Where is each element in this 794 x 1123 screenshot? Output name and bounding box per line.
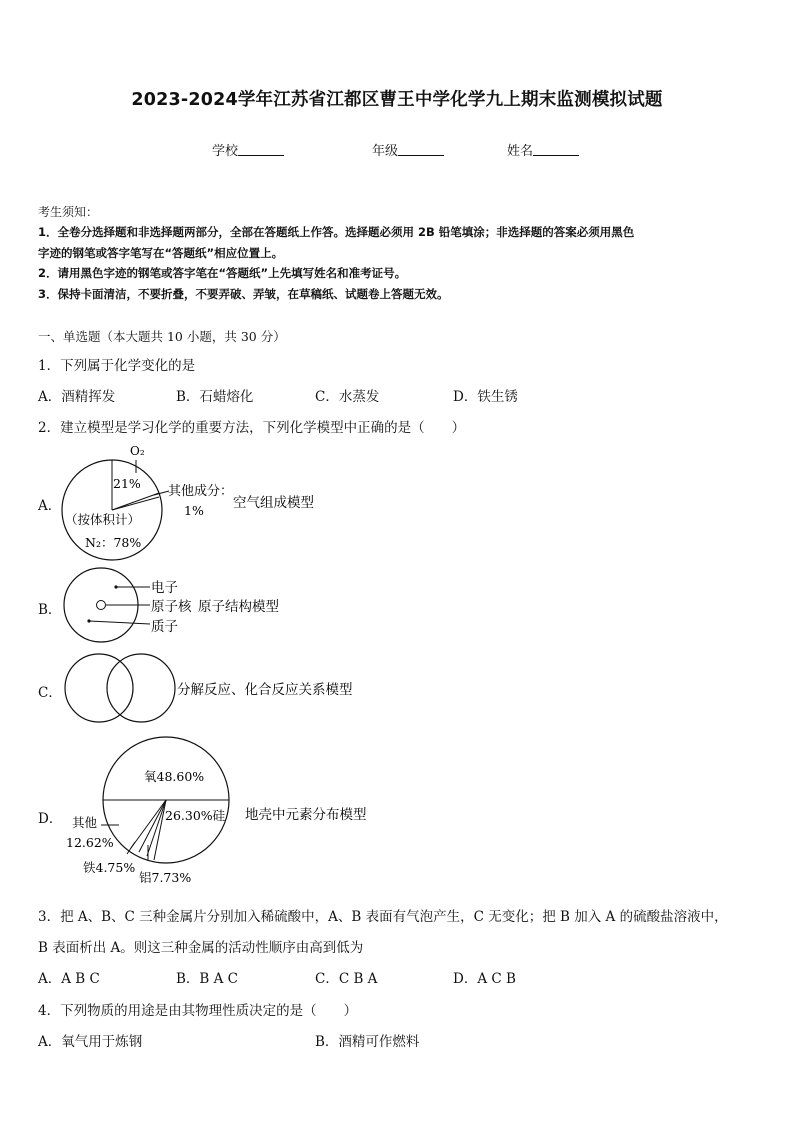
school-field [212,140,284,159]
section-heading: 一、单选题（本大题共 10 小题，共 30 分） [38,329,286,344]
notice-item3: 3．保持卡面清洁，不要折叠，不要弄破、弄皱，在草稿纸、试题卷上答题无效。 [38,287,449,301]
notice-item1-line1: 1．全卷分选择题和非选择题两部分，全部在答题纸上作答。选择题必须用 2B 铅笔填涂；非选择题的答案必须用黑色 [38,225,635,239]
air-composition-diagram [55,440,355,565]
q1-stem: 1．下列属于化学变化的是 [38,358,196,374]
other-leader-line [154,491,169,495]
crust-elements-diagram [55,730,385,890]
grade-field [372,140,444,159]
q2-option-d-label[interactable]: D． [38,811,63,827]
grade-blank [398,143,444,156]
q3-stem-line2: B 表面析出 A。则这三种金属的活动性顺序由高到低为 [38,940,364,956]
page-title: 2023-2024学年江苏省江都区曹王中学化学九上期末监测模拟试题 [131,90,663,110]
venn-right-circle [107,654,175,722]
iron-label: 铁4.75% [83,860,136,875]
q4-stem: 4．下列物质的用途是由其物理性质决定的是（ ） [38,1003,358,1019]
oxygen-label: 氧48.60% [144,769,205,784]
by-volume-label: （按体积计） [65,512,141,527]
reaction-relation-diagram [55,652,375,728]
silicon-label: 26.30%硅 [165,808,226,823]
school-label: 学校 [212,144,239,159]
name-label: 姓名 [507,144,534,159]
q1-option-a[interactable]: A．酒精挥发 [38,389,116,405]
proton-label: 质子 [151,619,178,635]
o2-label: O₂ [130,444,145,458]
crust-model-caption: 地壳中元素分布模型 [245,807,367,823]
q3-stem-line1: 3．把 A、B、C 三种金属片分别加入稀硫酸中，A、B 表面有气泡产生，C 无变化；把 B 加入 A 的硫酸盐溶液中， [38,909,728,925]
o2-percent: 21% [113,476,141,491]
other-element-percent: 12.62% [66,835,114,850]
notice-item1-line2: 字迹的钢笔或答字笔写在“答题纸”相应位置上。 [38,246,284,260]
nucleus-label: 原子核 [151,599,192,615]
nucleus-circle [97,601,106,610]
atom-model-caption: 原子结构模型 [198,599,279,615]
venn-left-circle [65,654,133,722]
notice-item2: 2．请用黑色字迹的钢笔或答字笔在“答题纸”上先填写姓名和准考证号。 [38,266,407,280]
q2-stem: 2．建立模型是学习化学的重要方法，下列化学模型中正确的是（ ） [38,420,466,436]
q3-option-c[interactable]: C．C B A [315,971,378,987]
other-percent: 1% [184,503,204,518]
q4-option-b[interactable]: B．酒精可作燃料 [315,1034,420,1050]
q3-option-d[interactable]: D．A C B [453,971,516,987]
air-pie-divider-other [112,497,159,510]
reaction-model-caption: 分解反应、化合反应关系模型 [177,682,353,698]
q3-option-a[interactable]: A．A B C [38,971,100,987]
name-blank [533,143,579,156]
notice-heading: 考生须知： [38,205,99,219]
aluminum-label: 铝7.73% [139,870,192,885]
proton-leader-line [89,621,150,624]
other-element-label: 其他 [72,815,98,830]
q2-option-b-label[interactable]: B． [38,602,62,618]
other-label: 其他成分： [168,484,234,499]
n2-label: N₂：78% [85,535,142,550]
name-field [507,140,579,159]
q1-option-c[interactable]: C．水蒸发 [315,389,380,405]
air-pie-divider-o2 [112,493,159,510]
q2-option-c-label[interactable]: C． [38,685,62,701]
school-blank [238,143,284,156]
air-model-caption: 空气组成模型 [233,495,314,511]
q4-option-a[interactable]: A．氧气用于炼钢 [38,1034,143,1050]
electron-label: 电子 [151,580,178,596]
q1-option-b[interactable]: B．石蜡熔化 [176,389,254,405]
atom-structure-diagram [55,566,315,646]
crust-pie-divider-2 [139,800,166,852]
grade-label: 年级 [372,144,399,159]
q1-option-d[interactable]: D．铁生锈 [453,389,518,405]
q3-option-b[interactable]: B．B A C [176,971,239,987]
q2-option-a-label[interactable]: A． [38,498,62,514]
